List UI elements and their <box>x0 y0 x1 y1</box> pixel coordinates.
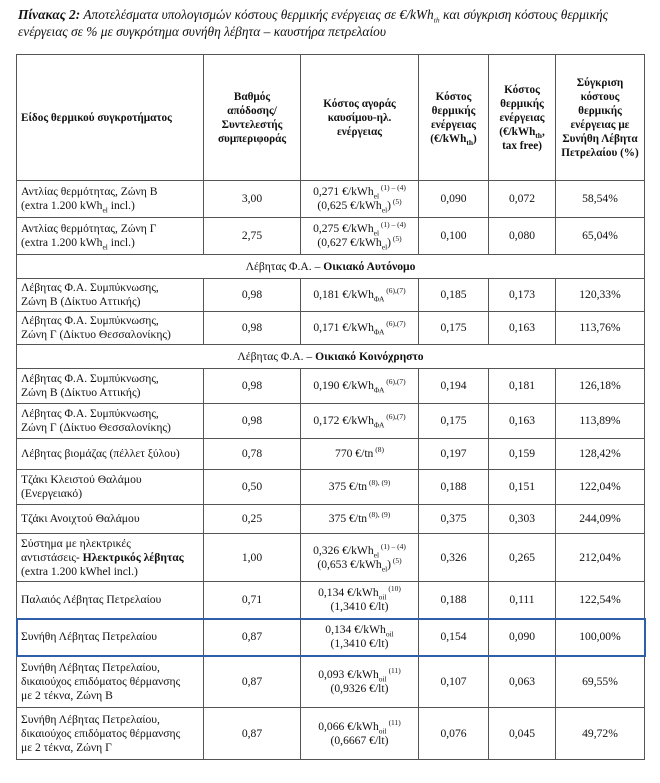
row-type: Συνήθη Λέβητας Πετρελαίου, δικαιούχος επιδόματος θέρμανσης με 2 τέκνα, Ζώνη Β <box>17 656 204 708</box>
row-thermal-cost-taxfree: 0,173 <box>489 279 556 312</box>
row-thermal-cost: 0,175 <box>419 404 489 439</box>
row-efficiency: 1,00 <box>204 534 301 582</box>
row-thermal-cost-taxfree: 0,265 <box>489 534 556 582</box>
row-efficiency: 0,25 <box>204 505 301 534</box>
table-row <box>17 369 645 404</box>
row-comparison: 126,18% <box>556 369 645 404</box>
thermal-cost-table <box>16 54 645 760</box>
row-comparison: 122,04% <box>556 470 645 505</box>
row-efficiency: 0,87 <box>204 619 301 656</box>
row-efficiency: 0,98 <box>204 312 301 345</box>
row-purchase-cost: 770 €/tn $^{(8)}$ <box>301 439 419 470</box>
row-efficiency: 2,75 <box>204 218 301 255</box>
row-type: Παλαιός Λέβητας Πετρελαίου <box>17 582 204 619</box>
row-thermal-cost: 0,375 <box>419 505 489 534</box>
row-thermal-cost: 0,185 <box>419 279 489 312</box>
row-thermal-cost: 0,076 <box>419 708 489 760</box>
row-type: Τζάκι Ανοιχτού Θαλάμου <box>17 505 204 534</box>
row-efficiency: 0,98 <box>204 279 301 312</box>
table-row <box>17 181 645 218</box>
row-thermal-cost: 0,175 <box>419 312 489 345</box>
table-row <box>17 505 645 534</box>
row-thermal-cost: 0,326 <box>419 534 489 582</box>
row-thermal-cost: 0,107 <box>419 656 489 708</box>
row-purchase-cost: 0,326 €/kWh$_{el}$ $^{(1) - (4)}$ (0,653 €/kWh$_{el}$) $^{(5)}$ <box>301 534 419 582</box>
row-thermal-cost: 0,100 <box>419 218 489 255</box>
section-row <box>17 255 645 279</box>
row-thermal-cost: 0,194 <box>419 369 489 404</box>
row-thermal-cost-taxfree: 0,090 <box>489 619 556 656</box>
row-comparison: 128,42% <box>556 439 645 470</box>
row-type: Συνήθη Λέβητας Πετρελαίου, δικαιούχος επιδόματος θέρμανσης με 2 τέκνα, Ζώνη Γ <box>17 708 204 760</box>
row-purchase-cost: 0,172 €/kWh$_{\Phi A}$ $^{(6),(7)}$ <box>301 404 419 439</box>
caption-text-sub: th <box>433 15 440 25</box>
caption-text: Αποτελέσματα υπολογισμών κόστους θερμικής ενέργειας σε €/kWh <box>83 7 434 22</box>
row-purchase-cost: 0,190 €/kWh$_{\Phi A}$ $^{(6),(7)}$ <box>301 369 419 404</box>
row-comparison: 122,54% <box>556 582 645 619</box>
row-purchase-cost: 0,134 €/kWh$_{oil}$ $^{(10)}$ (1,3410 €/lt) <box>301 582 419 619</box>
row-thermal-cost-taxfree: 0,303 <box>489 505 556 534</box>
table-row <box>17 708 645 760</box>
table-row <box>17 404 645 439</box>
row-thermal-cost-taxfree: 0,080 <box>489 218 556 255</box>
row-type: Τζάκι Κλειστού Θαλάμου (Ενεργειακό) <box>17 470 204 505</box>
row-comparison: 244,09% <box>556 505 645 534</box>
row-type: Λέβητας βιομάζας (πέλλετ ξύλου) <box>17 439 204 470</box>
row-thermal-cost: 0,090 <box>419 181 489 218</box>
table-row <box>17 582 645 619</box>
row-purchase-cost: 0,181 €/kWh$_{\Phi A}$ $^{(6),(7)}$ <box>301 279 419 312</box>
row-thermal-cost: 0,188 <box>419 582 489 619</box>
row-thermal-cost-taxfree: 0,159 <box>489 439 556 470</box>
section-heading: Λέβητας Φ.Α. – Οικιακό Αυτόνομο <box>17 255 645 279</box>
table-row <box>17 312 645 345</box>
row-thermal-cost-taxfree: 0,063 <box>489 656 556 708</box>
row-purchase-cost: 0,066 €/kWh$_{oil}$ $^{(11)}$ (0,6667 €/lt) <box>301 708 419 760</box>
row-type: Αντλίας θερμότητας, Ζώνη Γ (extra 1.200 kWh$_{el}$ incl.) <box>17 218 204 255</box>
row-efficiency: 0,50 <box>204 470 301 505</box>
row-thermal-cost-taxfree: 0,111 <box>489 582 556 619</box>
row-type: Λέβητας Φ.Α. Συμπύκνωσης, Ζώνη Β (Δίκτυο Αττικής) <box>17 369 204 404</box>
row-efficiency: 0,98 <box>204 369 301 404</box>
table-row <box>17 279 645 312</box>
row-comparison: 100,00% <box>556 619 645 656</box>
row-comparison: 58,54% <box>556 181 645 218</box>
row-type: Λέβητας Φ.Α. Συμπύκνωσης, Ζώνη Γ (Δίκτυο Θεσσαλονίκης) <box>17 404 204 439</box>
caption-label: Πίνακας 2: <box>18 7 81 22</box>
row-thermal-cost: 0,197 <box>419 439 489 470</box>
row-purchase-cost: 0,093 €/kWh$_{oil}$ $^{(11)}$ (0,9326 €/lt) <box>301 656 419 708</box>
row-type: Συνήθη Λέβητας Πετρελαίου <box>17 619 204 656</box>
row-comparison: 49,72% <box>556 708 645 760</box>
header-thermal-cost: Κόστος θερμικής ενέργειας (€/kWh$_{th}$) <box>419 55 489 181</box>
row-efficiency: 0,87 <box>204 708 301 760</box>
table-row <box>17 439 645 470</box>
header-purchase-cost: Κόστος αγοράς καυσίμου-ηλ. ενέργειας <box>301 55 419 181</box>
header-type: Είδος θερμικού συγκροτήματος <box>17 55 204 181</box>
header-thermal-cost-taxfree: Κόστος θερμικής ενέργειας (€/kWh$_{th}$, tax free) <box>489 55 556 181</box>
row-purchase-cost: 0,171 €/kWh$_{\Phi A}$ $^{(6),(7)}$ <box>301 312 419 345</box>
table-caption <box>18 6 648 40</box>
row-thermal-cost-taxfree: 0,072 <box>489 181 556 218</box>
row-purchase-cost: 0,275 €/kWh$_{el}$ $^{(1) - (4)}$ (0,627 €/kWh$_{el}$) $^{(5)}$ <box>301 218 419 255</box>
header-efficiency: Βαθμός απόδοσης/ Συντελεστής συμπεριφοράς <box>204 55 301 181</box>
row-comparison: 212,04% <box>556 534 645 582</box>
row-comparison: 120,33% <box>556 279 645 312</box>
row-thermal-cost-taxfree: 0,151 <box>489 470 556 505</box>
table-row <box>17 470 645 505</box>
row-efficiency: 3,00 <box>204 181 301 218</box>
row-thermal-cost-taxfree: 0,163 <box>489 404 556 439</box>
row-comparison: 65,04% <box>556 218 645 255</box>
table-row <box>17 534 645 582</box>
row-purchase-cost: 375 €/tn $^{(8), (9)}$ <box>301 470 419 505</box>
row-type: Λέβητας Φ.Α. Συμπύκνωσης, Ζώνη Γ (Δίκτυο Θεσσαλονίκης) <box>17 312 204 345</box>
row-thermal-cost-taxfree: 0,045 <box>489 708 556 760</box>
row-thermal-cost-taxfree: 0,181 <box>489 369 556 404</box>
row-type: Σύστημα με ηλεκτρικές αντιστάσεις- Ηλεκτρικός λέβητας (extra 1.200 kWhel incl.) <box>17 534 204 582</box>
row-efficiency: 0,71 <box>204 582 301 619</box>
row-type: Λέβητας Φ.Α. Συμπύκνωσης, Ζώνη Β (Δίκτυο Αττικής) <box>17 279 204 312</box>
header-comparison: Σύγκριση κόστους θερμικής ενέργειας με Συνήθη Λέβητα Πετρελαίου (%) <box>556 55 645 181</box>
row-purchase-cost: 0,271 €/kWh$_{el}$ $^{(1) - (4)}$ (0,625 €/kWh$_{el}$) $^{(5)}$ <box>301 181 419 218</box>
row-purchase-cost: 0,134 €/kWh$_{oil}$ (1,3410 €/lt) <box>301 619 419 656</box>
row-efficiency: 0,98 <box>204 404 301 439</box>
row-thermal-cost: 0,188 <box>419 470 489 505</box>
table-row-reference <box>17 619 645 656</box>
header-row <box>17 55 645 181</box>
row-type: Αντλίας θερμότητας, Ζώνη Β (extra 1.200 kWh$_{el}$ incl.) <box>17 181 204 218</box>
row-efficiency: 0,87 <box>204 656 301 708</box>
table-row <box>17 218 645 255</box>
row-efficiency: 0,78 <box>204 439 301 470</box>
row-thermal-cost: 0,154 <box>419 619 489 656</box>
caption-text-rest: και σύγκριση κόστους θερμικής ενέργειας σε % με συγκρότημα συνήθη λέβητα – καυστήρα πετρελαίου <box>18 7 609 39</box>
row-comparison: 69,55% <box>556 656 645 708</box>
table-row <box>17 656 645 708</box>
section-row <box>17 345 645 369</box>
row-thermal-cost-taxfree: 0,163 <box>489 312 556 345</box>
section-heading: Λέβητας Φ.Α. – Οικιακό Κοινόχρηστο <box>17 345 645 369</box>
row-purchase-cost: 375 €/tn $^{(8), (9)}$ <box>301 505 419 534</box>
row-comparison: 113,76% <box>556 312 645 345</box>
row-comparison: 113,89% <box>556 404 645 439</box>
